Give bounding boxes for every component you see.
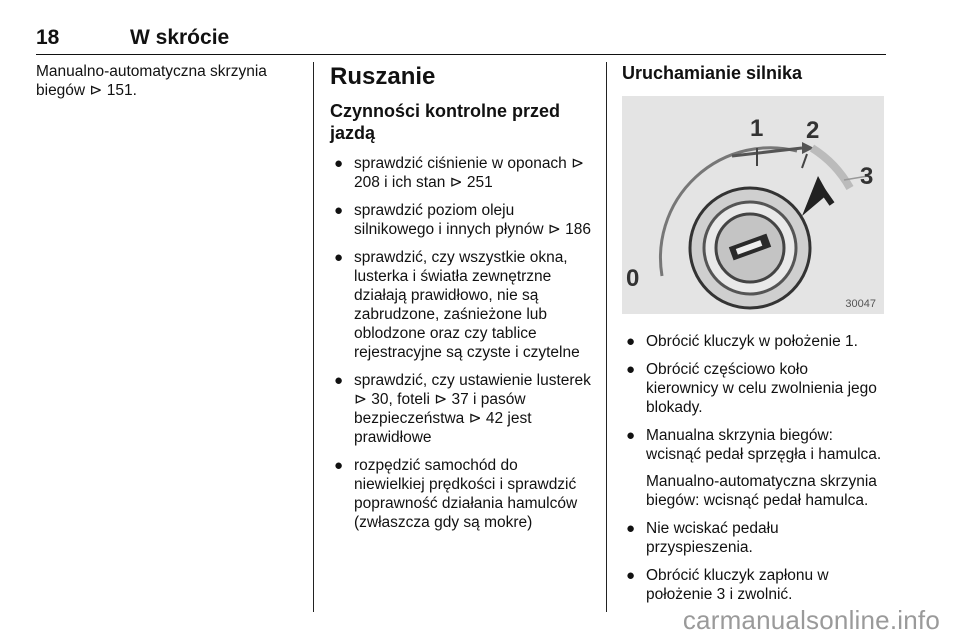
page-number: 18 bbox=[36, 26, 60, 49]
column-divider bbox=[313, 62, 314, 612]
bullet-icon: ● bbox=[626, 520, 636, 537]
list-item: ● sprawdzić ciśnienie w oponach ⊳ 208 i ich stan ⊳ 251 bbox=[334, 155, 585, 191]
continued-text: Manualno-automatyczna skrzynia biegów ⊳ 151. bbox=[36, 63, 267, 99]
position-2-label: 2 bbox=[806, 117, 820, 144]
start-steps bbox=[622, 332, 884, 604]
column-left bbox=[36, 62, 298, 100]
section-title: W skrócie bbox=[130, 26, 230, 49]
list-item: ● Obrócić kluczyk w położenie 1. bbox=[626, 333, 858, 350]
ignition-figure bbox=[622, 96, 884, 314]
bullet-icon: ● bbox=[334, 457, 344, 474]
bullet-icon: ● bbox=[626, 567, 636, 584]
figure-code: 30047 bbox=[845, 298, 876, 310]
column-middle bbox=[330, 62, 592, 541]
chapter-subtitle: Czynności kontrolne przed jazdą bbox=[330, 101, 561, 143]
sub-paragraph: Manualno-automatyczna skrzynia biegów: wcisnąć pedał hamulca. bbox=[646, 473, 877, 509]
bullet-icon: ● bbox=[334, 372, 344, 389]
page-header bbox=[36, 24, 886, 55]
list-item: ● Manualna skrzynia biegów: wcisnąć pedał sprzęgła i hamulca. Manualno-automatyczna skrzynia biegów: wcisnąć pedał hamulca. bbox=[622, 426, 884, 510]
bullet-icon: ● bbox=[334, 155, 344, 172]
position-1-label: 1 bbox=[750, 115, 764, 142]
list-item: ● Obrócić częściowo koło kierownicy w celu zwolnienia jego blokady. bbox=[626, 361, 877, 416]
checklist bbox=[330, 154, 592, 532]
watermark: carmanualsonline.info bbox=[682, 605, 940, 635]
bullet-icon: ● bbox=[626, 361, 636, 378]
bullet-icon: ● bbox=[626, 333, 636, 350]
list-item: ● Obrócić kluczyk zapłonu w położenie 3 i zwolnić. bbox=[626, 567, 829, 603]
column-right bbox=[622, 62, 884, 613]
list-item: ● sprawdzić, czy ustawienie lusterek ⊳ 30, foteli ⊳ 37 i pasów bezpieczeństwa ⊳ 42 jest prawidłowe bbox=[334, 372, 591, 446]
bullet-icon: ● bbox=[334, 249, 344, 266]
position-3-label: 3 bbox=[860, 163, 874, 190]
list-item: ● Nie wciskać pedału przyspieszenia. bbox=[626, 520, 779, 556]
list-item: ● rozpędzić samochód do niewielkiej prędkości i sprawdzić poprawność działania hamulców (zwłaszcza gdy są mokre) bbox=[334, 457, 578, 531]
section-heading: Uruchamianie silnika bbox=[622, 63, 803, 83]
bullet-icon: ● bbox=[334, 202, 344, 219]
ignition-lock-illustration bbox=[622, 96, 884, 314]
bullet-icon: ● bbox=[626, 427, 636, 444]
chapter-title: Ruszanie bbox=[330, 63, 436, 90]
column-divider bbox=[606, 62, 607, 612]
position-0-label: 0 bbox=[626, 265, 640, 292]
list-item: ● sprawdzić, czy wszystkie okna, lusterka i światła zewnętrzne działają prawidłowo, nie są zabrudzone, zaśnieżone lub oblodzone oraz czy tablice rejestracyjne są czyste i czytelne bbox=[334, 249, 580, 361]
list-item: ● sprawdzić poziom oleju silnikowego i innych płynów ⊳ 186 bbox=[334, 202, 592, 238]
